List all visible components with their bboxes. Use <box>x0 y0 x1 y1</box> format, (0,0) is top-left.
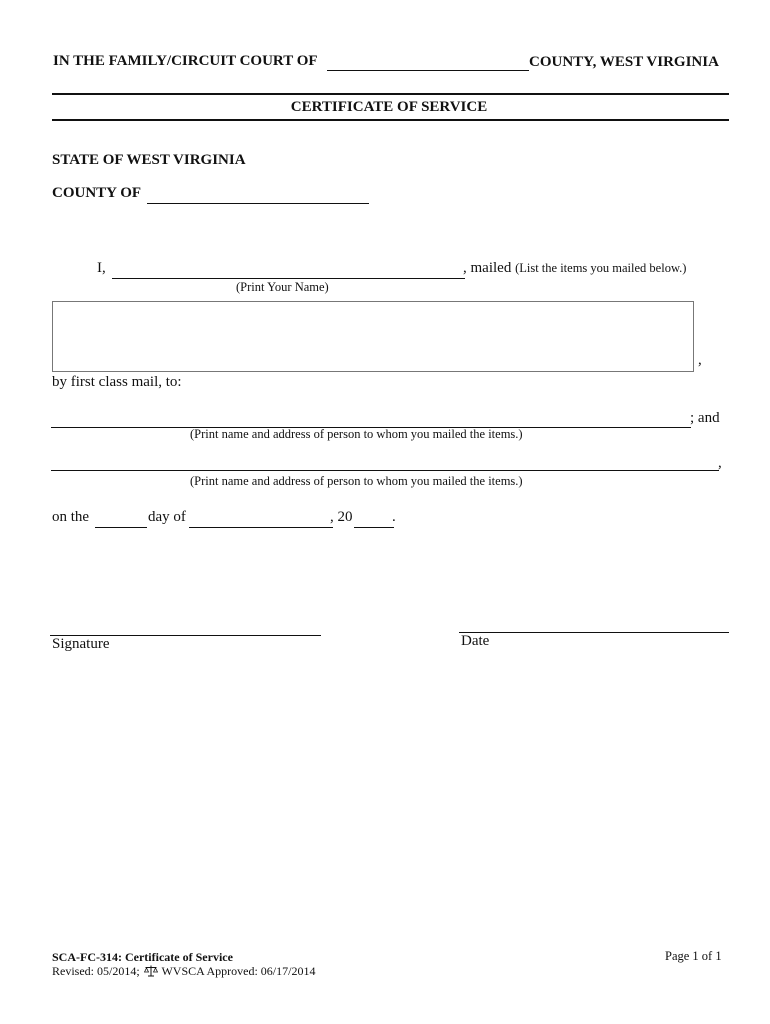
scales-of-justice-icon <box>144 965 158 981</box>
form-id: SCA-FC-314: Certificate of Service <box>52 950 233 964</box>
day-of-label: day of <box>148 509 186 525</box>
revised-text: Revised: 05/2014; <box>52 964 140 978</box>
revision-line <box>52 964 315 981</box>
on-the-label: on the <box>52 509 90 525</box>
year-field[interactable] <box>354 511 394 528</box>
print-name-field[interactable] <box>112 262 465 279</box>
recipient-1-caption: (Print name and address of person to whom you mailed the items.) <box>190 427 523 441</box>
month-field[interactable] <box>189 511 333 528</box>
print-name-caption: (Print Your Name) <box>236 280 329 294</box>
items-mailed-box[interactable] <box>52 301 694 372</box>
mailed-label: , mailed <box>463 260 512 276</box>
year-prefix: , 20 <box>330 509 353 525</box>
court-county-field[interactable] <box>327 54 529 71</box>
date-period: . <box>392 509 396 525</box>
date-label: Date <box>461 633 490 649</box>
document-title: CERTIFICATE OF SERVICE <box>290 99 488 115</box>
county-field[interactable] <box>147 187 369 204</box>
approved-text: WVSCA Approved: 06/17/2014 <box>161 964 316 978</box>
signature-label: Signature <box>52 636 110 652</box>
recipient-1-field[interactable] <box>51 411 691 428</box>
day-field[interactable] <box>95 511 147 528</box>
by-first-class-mail: by first class mail, to: <box>52 374 182 390</box>
recipient-2-field[interactable] <box>51 454 719 471</box>
state-label: STATE OF WEST VIRGINIA <box>52 152 246 168</box>
comma-after-recipient-2: , <box>718 455 722 471</box>
court-heading-suffix: COUNTY, WEST VIRGINIA <box>529 54 719 70</box>
comma-after-box: , <box>698 352 702 368</box>
mailed-text <box>463 260 686 277</box>
and-text: ; and <box>690 410 720 426</box>
recipient-2-caption: (Print name and address of person to whom you mailed the items.) <box>190 474 523 488</box>
county-label: COUNTY OF <box>52 185 142 201</box>
title-top-rule <box>52 93 729 95</box>
page-number: Page 1 of 1 <box>665 949 722 963</box>
date-line[interactable] <box>459 632 729 633</box>
mailed-hint: (List the items you mailed below.) <box>515 261 687 275</box>
court-heading-prefix: IN THE FAMILY/CIRCUIT COURT OF <box>53 53 318 69</box>
title-bottom-rule <box>52 119 729 121</box>
i-label: I, <box>97 260 106 276</box>
